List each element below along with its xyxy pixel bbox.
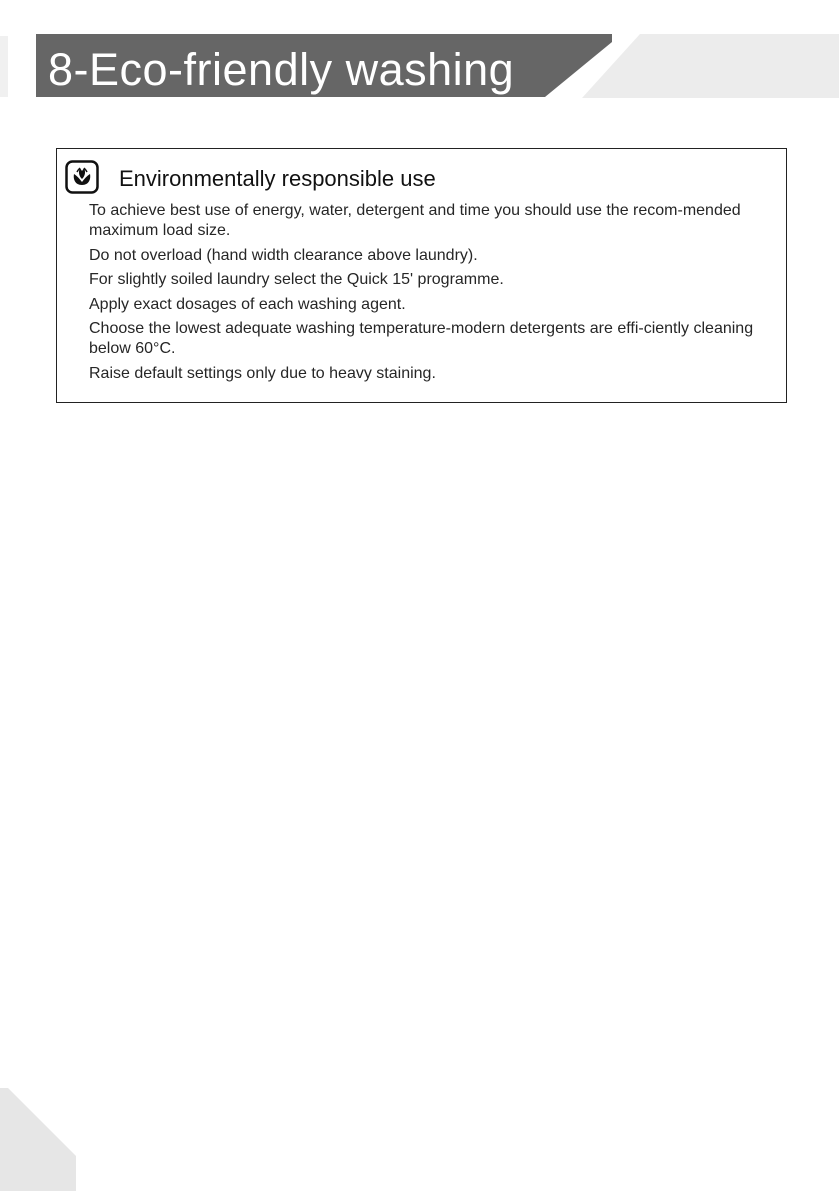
tip-item: To achieve best use of energy, water, detergent and time you should use the recom-mended maximum load size. <box>89 202 741 239</box>
eco-flower-icon <box>65 160 99 194</box>
tip-item: Choose the lowest adequate washing temperature-modern detergents are effi-ciently cleaning below 60°C. <box>89 320 754 357</box>
tip-item: Do not overload (hand width clearance above laundry). <box>89 246 478 264</box>
tip-item: Raise default settings only due to heavy staining. <box>89 364 436 382</box>
header-accent-shape <box>582 34 839 98</box>
tip-item: Apply exact dosages of each washing agent. <box>89 295 406 313</box>
page-header <box>0 0 839 110</box>
section-heading: Environmentally responsible use <box>119 166 436 191</box>
eco-info-box <box>56 148 787 403</box>
header-left-edge <box>0 36 8 97</box>
tip-item: For slightly soiled laundry select the Quick 15' programme. <box>89 271 504 288</box>
tip-list <box>89 201 769 388</box>
page-corner-tab <box>0 1088 80 1191</box>
page-title: 8-Eco-friendly washing <box>48 44 515 95</box>
